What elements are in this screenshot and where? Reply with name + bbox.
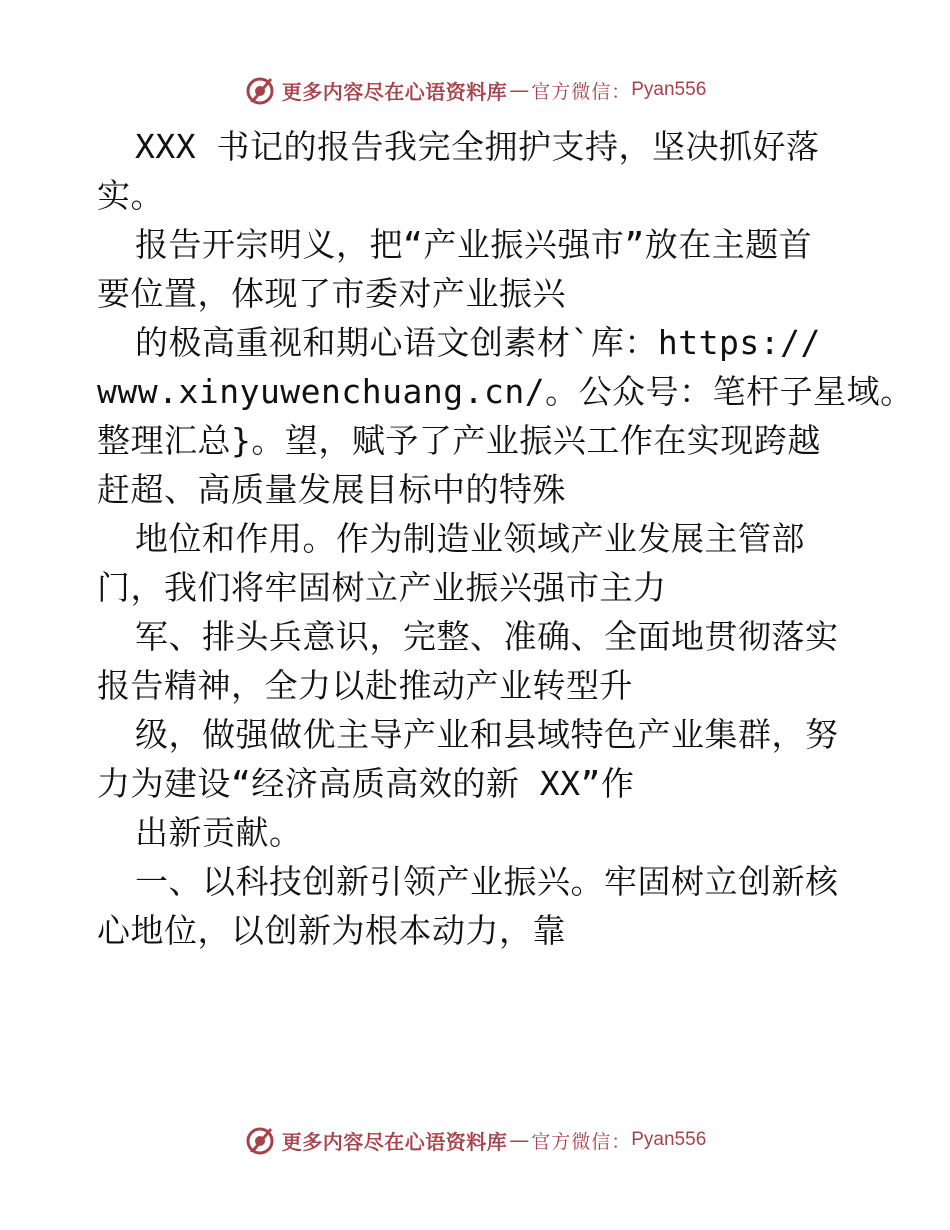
quill-logo-icon <box>244 1124 276 1156</box>
banner-title: 更多内容尽在心语资料库 <box>281 1129 508 1154</box>
text-line: 心地位，以创新为根本动力，靠 <box>97 911 566 950</box>
text-line: 要位置，体现了市委对产业振兴 <box>97 274 566 313</box>
banner-wechat-handle: Pyan556 <box>631 1129 707 1150</box>
banner-dash: — <box>509 78 530 102</box>
text-line: 出新贡献。 <box>135 813 303 852</box>
text-line: 实。 <box>97 176 164 215</box>
text-line: 赶超、高质量发展目标中的特殊 <box>97 470 566 509</box>
text-line: 门，我们将牢固树立产业振兴强市主力 <box>97 568 667 607</box>
text-line: 一、以科技创新引领产业振兴。牢固树立创新核 <box>135 862 839 901</box>
document-body <box>97 122 914 955</box>
text-line: 地位和作用。作为制造业领域产业发展主管部 <box>135 519 805 558</box>
banner-wechat-label: 官方微信： <box>531 1130 632 1153</box>
footer-banner <box>0 1120 950 1160</box>
banner-wechat-label: 官方微信： <box>531 80 632 103</box>
header-banner <box>0 70 950 110</box>
banner-title: 更多内容尽在心语资料库 <box>281 79 508 104</box>
quill-logo-icon <box>244 74 276 106</box>
banner-wechat-handle: Pyan556 <box>631 79 707 100</box>
text-line: www.xinyuwenchuang.cn/。公众号：笔杆子星域。 <box>97 372 914 411</box>
text-line: 级，做强做优主导产业和县域特色产业集群，努 <box>135 715 839 754</box>
text-line: 的极高重视和期心语文创素材`库：https:// <box>135 323 821 362</box>
text-line: 力为建设“经济高质高效的新 XX”作 <box>97 764 635 803</box>
text-line: 军、排头兵意识，完整、准确、全面地贯彻落实 <box>135 617 839 656</box>
text-line: 整理汇总}。望，赋予了产业振兴工作在实现跨越 <box>97 421 821 460</box>
banner-dash: — <box>509 1128 530 1152</box>
text-line: 报告开宗明义，把“产业振兴强市”放在主题首 <box>135 225 813 264</box>
text-line: XXX 书记的报告我完全拥护支持，坚决抓好落 <box>135 127 820 166</box>
text-line: 报告精神，全力以赴推动产业转型升 <box>97 666 633 705</box>
